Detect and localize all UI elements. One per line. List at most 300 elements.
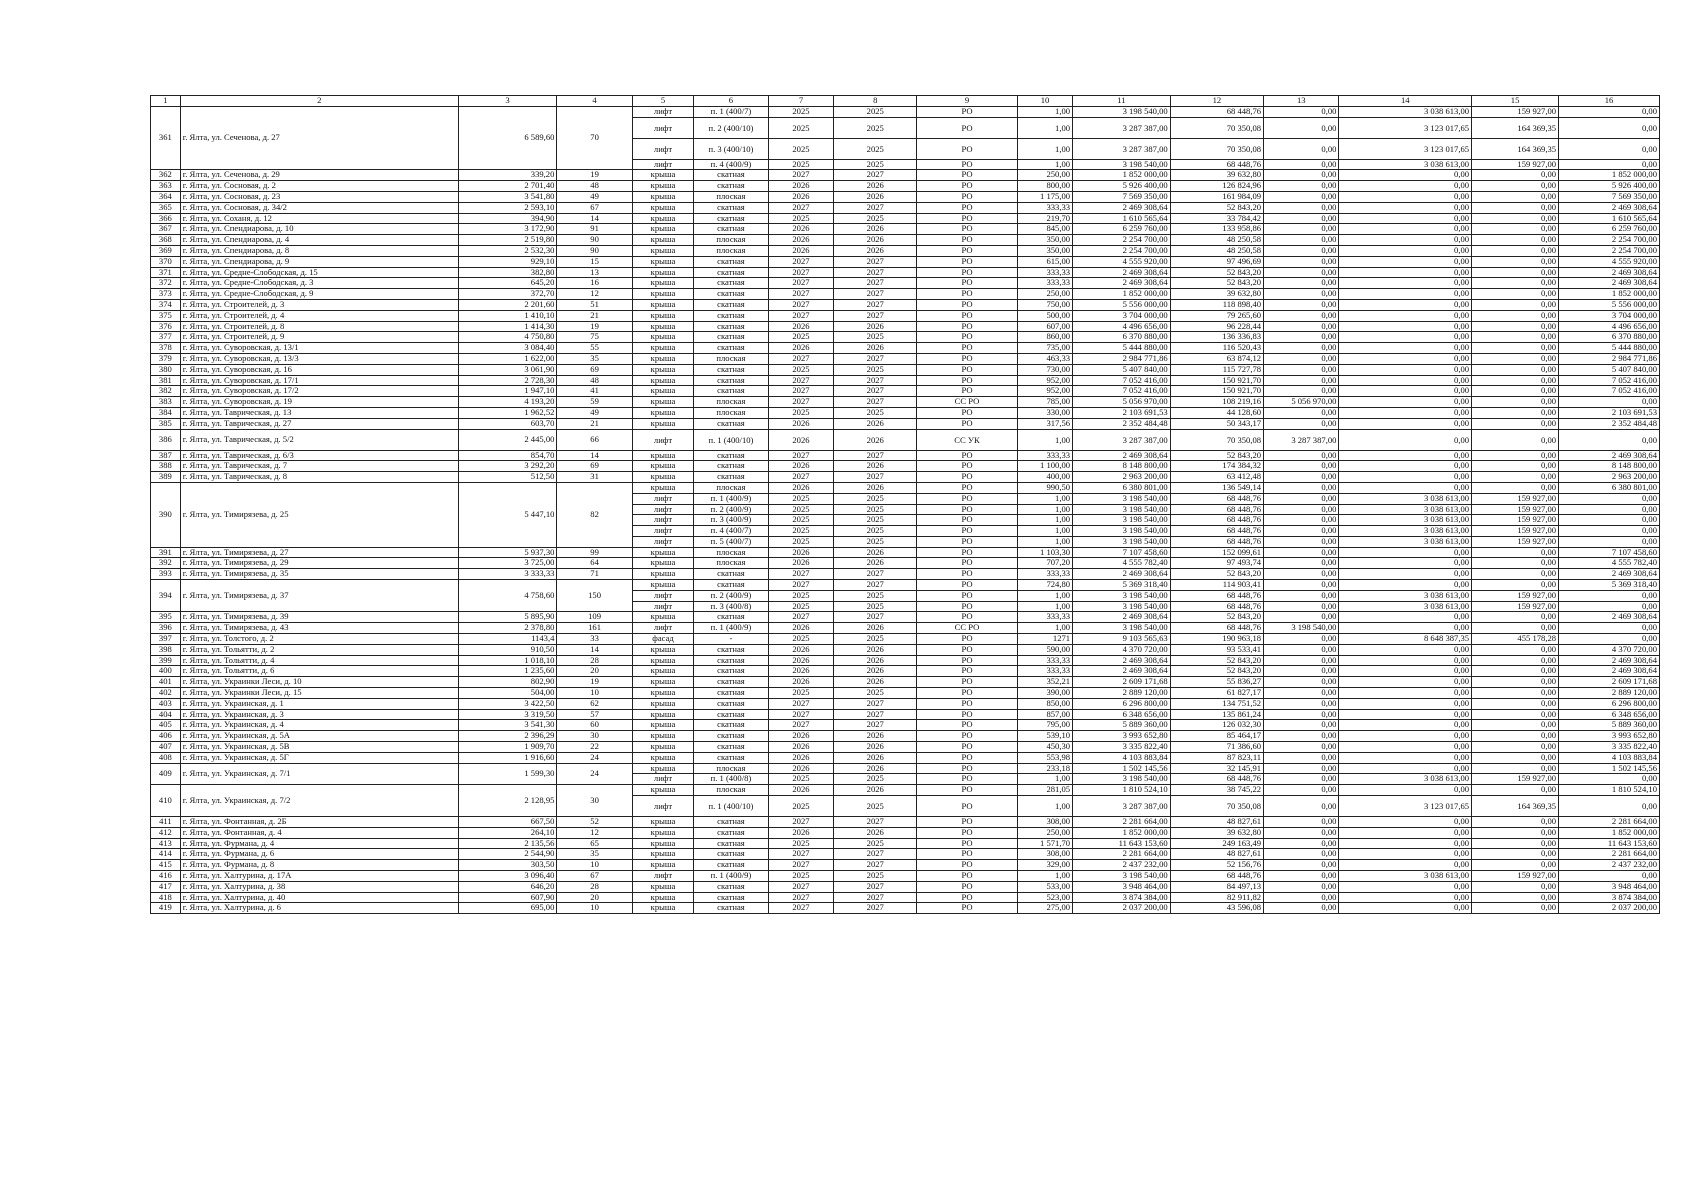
total-cost: 5 926 400,00 — [1073, 181, 1171, 192]
year-start: 2027 — [768, 903, 834, 914]
year-end: 2026 — [834, 742, 917, 753]
row-number: 398 — [151, 644, 181, 655]
table-row — [151, 892, 1660, 903]
year-end: 2027 — [834, 278, 917, 289]
fund-municipal: 0,00 — [1472, 547, 1559, 558]
work-spec: скатная — [694, 709, 768, 720]
fund-republic: 0,00 — [1339, 397, 1472, 408]
residents-count: 21 — [557, 418, 632, 429]
specific-cost: 150 921,70 — [1170, 386, 1263, 397]
fund-method: РО — [917, 364, 1018, 375]
specific-cost: 48 827,61 — [1170, 849, 1263, 860]
work-type: лифт — [632, 493, 694, 504]
house-area: 4 193,20 — [458, 397, 557, 408]
fund-republic: 0,00 — [1339, 752, 1472, 763]
work-type: крыша — [632, 202, 694, 213]
work-spec: п. 3 (400/10) — [694, 138, 768, 159]
specific-cost: 136 336,83 — [1170, 332, 1263, 343]
total-cost: 3 198 540,00 — [1073, 159, 1171, 170]
volume: 333,33 — [1017, 450, 1072, 461]
work-spec: скатная — [694, 181, 768, 192]
fund-municipal: 0,00 — [1472, 817, 1559, 828]
year-end: 2027 — [834, 580, 917, 591]
residents-count: 15 — [557, 256, 632, 267]
year-start: 2025 — [768, 774, 834, 785]
table-row — [151, 482, 1660, 493]
house-address: г. Ялта, ул. Суворовская, д. 13/3 — [180, 353, 458, 364]
row-number: 381 — [151, 375, 181, 386]
table-row — [151, 860, 1660, 871]
house-address: г. Ялта, ул. Суворовская, д. 16 — [180, 364, 458, 375]
volume: 350,00 — [1017, 235, 1072, 246]
work-spec: плоская — [694, 353, 768, 364]
row-number: 379 — [151, 353, 181, 364]
work-spec: скатная — [694, 170, 768, 181]
total-cost: 2 469 308,64 — [1073, 267, 1171, 278]
fund-municipal: 0,00 — [1472, 461, 1559, 472]
fund-regional: 5 556 000,00 — [1559, 299, 1660, 310]
house-area: 667,50 — [458, 817, 557, 828]
year-end: 2026 — [834, 547, 917, 558]
fund-republic: 3 123 017,65 — [1339, 117, 1472, 138]
fund-owner: 0,00 — [1264, 634, 1339, 645]
row-number: 397 — [151, 634, 181, 645]
year-end: 2026 — [834, 321, 917, 332]
fund-regional: 2 352 484,48 — [1559, 418, 1660, 429]
house-area: 1 916,60 — [458, 752, 557, 763]
row-number: 392 — [151, 558, 181, 569]
fund-owner: 0,00 — [1264, 117, 1339, 138]
fund-owner: 0,00 — [1264, 321, 1339, 332]
work-spec: п. 1 (400/9) — [694, 623, 768, 634]
specific-cost: 108 219,16 — [1170, 397, 1263, 408]
house-area: 5 895,90 — [458, 612, 557, 623]
fund-regional: 0,00 — [1559, 504, 1660, 515]
work-type: крыша — [632, 817, 694, 828]
work-spec: скатная — [694, 224, 768, 235]
year-end: 2026 — [834, 343, 917, 354]
fund-republic: 0,00 — [1339, 698, 1472, 709]
total-cost: 3 198 540,00 — [1073, 601, 1171, 612]
row-number: 395 — [151, 612, 181, 623]
fund-owner: 0,00 — [1264, 817, 1339, 828]
work-spec: скатная — [694, 386, 768, 397]
work-type: крыша — [632, 881, 694, 892]
house-area: 1 962,52 — [458, 407, 557, 418]
fund-republic: 0,00 — [1339, 731, 1472, 742]
fund-municipal: 0,00 — [1472, 450, 1559, 461]
year-start: 2027 — [768, 450, 834, 461]
residents-count: 28 — [557, 655, 632, 666]
specific-cost: 68 448,76 — [1170, 536, 1263, 547]
fund-owner: 0,00 — [1264, 159, 1339, 170]
specific-cost: 85 464,17 — [1170, 731, 1263, 742]
volume: 400,00 — [1017, 472, 1072, 483]
fund-owner: 0,00 — [1264, 375, 1339, 386]
fund-method: РО — [917, 181, 1018, 192]
fund-owner: 0,00 — [1264, 256, 1339, 267]
fund-municipal: 0,00 — [1472, 644, 1559, 655]
house-address: г. Ялта, ул. Сеченова, д. 27 — [180, 106, 458, 170]
work-spec: скатная — [694, 731, 768, 742]
fund-owner: 0,00 — [1264, 742, 1339, 753]
volume: 1,00 — [1017, 774, 1072, 785]
residents-count: 10 — [557, 860, 632, 871]
fund-method: РО — [917, 827, 1018, 838]
fund-method: РО — [917, 375, 1018, 386]
work-spec: п. 3 (400/9) — [694, 515, 768, 526]
work-spec: п. 1 (400/10) — [694, 429, 768, 450]
year-end: 2027 — [834, 450, 917, 461]
residents-count: 52 — [557, 817, 632, 828]
fund-municipal: 0,00 — [1472, 881, 1559, 892]
fund-municipal: 0,00 — [1472, 472, 1559, 483]
work-type: крыша — [632, 838, 694, 849]
fund-method: РО — [917, 774, 1018, 785]
table-row — [151, 838, 1660, 849]
fund-republic: 0,00 — [1339, 386, 1472, 397]
fund-republic: 0,00 — [1339, 321, 1472, 332]
work-spec: скатная — [694, 903, 768, 914]
fund-republic: 0,00 — [1339, 677, 1472, 688]
fund-method: РО — [917, 903, 1018, 914]
fund-owner: 3 287 387,00 — [1264, 429, 1339, 450]
fund-method: РО — [917, 881, 1018, 892]
fund-republic: 0,00 — [1339, 461, 1472, 472]
work-type: крыша — [632, 191, 694, 202]
specific-cost: 70 350,08 — [1170, 429, 1263, 450]
fund-regional: 6 348 656,00 — [1559, 709, 1660, 720]
work-spec: п. 4 (400/9) — [694, 159, 768, 170]
year-end: 2026 — [834, 224, 917, 235]
fund-republic: 3 038 613,00 — [1339, 515, 1472, 526]
year-start: 2026 — [768, 623, 834, 634]
year-start: 2027 — [768, 202, 834, 213]
work-type: крыша — [632, 235, 694, 246]
year-start: 2027 — [768, 267, 834, 278]
fund-republic: 0,00 — [1339, 364, 1472, 375]
fund-municipal: 0,00 — [1472, 353, 1559, 364]
table-row — [151, 191, 1660, 202]
specific-cost: 48 250,58 — [1170, 235, 1263, 246]
fund-republic: 0,00 — [1339, 418, 1472, 429]
work-type: крыша — [632, 170, 694, 181]
year-start: 2026 — [768, 785, 834, 796]
fund-method: РО — [917, 256, 1018, 267]
house-area: 303,50 — [458, 860, 557, 871]
specific-cost: 135 861,24 — [1170, 709, 1263, 720]
house-area: 1 410,10 — [458, 310, 557, 321]
fund-municipal: 0,00 — [1472, 289, 1559, 300]
volume: 539,10 — [1017, 731, 1072, 742]
total-cost: 4 555 920,00 — [1073, 256, 1171, 267]
work-type: крыша — [632, 731, 694, 742]
specific-cost: 93 533,41 — [1170, 644, 1263, 655]
year-start: 2025 — [768, 796, 834, 817]
fund-method: РО — [917, 504, 1018, 515]
fund-municipal: 0,00 — [1472, 310, 1559, 321]
fund-method: РО — [917, 536, 1018, 547]
year-start: 2027 — [768, 386, 834, 397]
volume: 350,00 — [1017, 245, 1072, 256]
house-area: 2 396,29 — [458, 731, 557, 742]
fund-regional: 7 052 416,00 — [1559, 375, 1660, 386]
fund-republic: 3 038 613,00 — [1339, 871, 1472, 882]
table-row — [151, 418, 1660, 429]
row-number: 380 — [151, 364, 181, 375]
fund-method: РО — [917, 202, 1018, 213]
table-row — [151, 397, 1660, 408]
fund-method: РО — [917, 558, 1018, 569]
house-area: 1 909,70 — [458, 742, 557, 753]
year-start: 2025 — [768, 138, 834, 159]
specific-cost: 39 632,80 — [1170, 289, 1263, 300]
volume: 1 175,00 — [1017, 191, 1072, 202]
house-area: 607,90 — [458, 892, 557, 903]
residents-count: 70 — [557, 106, 632, 170]
house-area: 4 758,60 — [458, 580, 557, 612]
house-address: г. Ялта, ул. Таврическая, д. 7 — [180, 461, 458, 472]
house-address: г. Ялта, ул. Сеченова, д. 29 — [180, 170, 458, 181]
house-area: 5 447,10 — [458, 482, 557, 547]
house-address: г. Ялта, ул. Суворовская, д. 19 — [180, 397, 458, 408]
year-start: 2026 — [768, 752, 834, 763]
specific-cost: 68 448,76 — [1170, 493, 1263, 504]
work-spec: скатная — [694, 892, 768, 903]
year-end: 2025 — [834, 601, 917, 612]
work-type: крыша — [632, 903, 694, 914]
house-address: г. Ялта, ул. Спендиарова, д. 4 — [180, 235, 458, 246]
year-start: 2027 — [768, 472, 834, 483]
volume: 333,33 — [1017, 655, 1072, 666]
year-start: 2025 — [768, 526, 834, 537]
year-end: 2027 — [834, 267, 917, 278]
year-start: 2025 — [768, 515, 834, 526]
total-cost: 2 469 308,64 — [1073, 612, 1171, 623]
year-end: 2025 — [834, 106, 917, 117]
total-cost: 3 198 540,00 — [1073, 526, 1171, 537]
residents-count: 66 — [557, 429, 632, 450]
fund-republic: 0,00 — [1339, 375, 1472, 386]
year-end: 2025 — [834, 504, 917, 515]
work-spec: п. 1 (400/10) — [694, 796, 768, 817]
row-number: 372 — [151, 278, 181, 289]
column-header-3: 3 — [458, 96, 557, 107]
volume: 333,33 — [1017, 202, 1072, 213]
fund-municipal: 0,00 — [1472, 235, 1559, 246]
house-area: 2 135,56 — [458, 838, 557, 849]
fund-method: РО — [917, 688, 1018, 699]
table-row — [151, 817, 1660, 828]
total-cost: 2 963 200,00 — [1073, 472, 1171, 483]
specific-cost: 82 911,82 — [1170, 892, 1263, 903]
house-area: 2 128,95 — [458, 785, 557, 817]
year-end: 2025 — [834, 688, 917, 699]
volume: 860,00 — [1017, 332, 1072, 343]
year-end: 2027 — [834, 817, 917, 828]
fund-republic: 0,00 — [1339, 224, 1472, 235]
year-start: 2025 — [768, 590, 834, 601]
work-type: крыша — [632, 827, 694, 838]
specific-cost: 48 827,61 — [1170, 817, 1263, 828]
house-area: 2 701,40 — [458, 181, 557, 192]
fund-municipal: 164 369,35 — [1472, 796, 1559, 817]
fund-municipal: 0,00 — [1472, 170, 1559, 181]
table-row — [151, 871, 1660, 882]
fund-owner: 0,00 — [1264, 267, 1339, 278]
volume: 1,00 — [1017, 106, 1072, 117]
year-start: 2027 — [768, 278, 834, 289]
house-address: г. Ялта, ул. Тимирязева, д. 43 — [180, 623, 458, 634]
specific-cost: 84 497,13 — [1170, 881, 1263, 892]
fund-owner: 0,00 — [1264, 191, 1339, 202]
fund-method: РО — [917, 353, 1018, 364]
row-number: 415 — [151, 860, 181, 871]
specific-cost: 33 784,42 — [1170, 213, 1263, 224]
table-row — [151, 321, 1660, 332]
work-type: крыша — [632, 353, 694, 364]
house-area: 504,00 — [458, 688, 557, 699]
house-address: г. Ялта, ул. Средне-Слободская, д. 3 — [180, 278, 458, 289]
volume: 1 103,30 — [1017, 547, 1072, 558]
row-number: 396 — [151, 623, 181, 634]
work-type: крыша — [632, 644, 694, 655]
work-type: лифт — [632, 871, 694, 882]
fund-municipal: 0,00 — [1472, 763, 1559, 774]
work-type: крыша — [632, 752, 694, 763]
volume: 1,00 — [1017, 796, 1072, 817]
year-start: 2026 — [768, 731, 834, 742]
work-spec: плоская — [694, 191, 768, 202]
table-row — [151, 364, 1660, 375]
fund-method: РО — [917, 289, 1018, 300]
house-address: г. Ялта, ул. Строителей, д. 3 — [180, 299, 458, 310]
specific-cost: 70 350,08 — [1170, 138, 1263, 159]
residents-count: 35 — [557, 353, 632, 364]
fund-municipal: 0,00 — [1472, 397, 1559, 408]
year-end: 2027 — [834, 353, 917, 364]
total-cost: 3 198 540,00 — [1073, 493, 1171, 504]
house-address: г. Ялта, ул. Суворовская, д. 17/2 — [180, 386, 458, 397]
house-area: 264,10 — [458, 827, 557, 838]
fund-method: РО — [917, 742, 1018, 753]
fund-regional: 2 469 308,64 — [1559, 666, 1660, 677]
house-area: 929,10 — [458, 256, 557, 267]
table-row — [151, 472, 1660, 483]
year-end: 2027 — [834, 612, 917, 623]
work-type: лифт — [632, 504, 694, 515]
total-cost: 7 052 416,00 — [1073, 386, 1171, 397]
fund-municipal: 0,00 — [1472, 332, 1559, 343]
fund-regional: 4 555 782,40 — [1559, 558, 1660, 569]
house-area: 1 414,30 — [458, 321, 557, 332]
year-end: 2027 — [834, 569, 917, 580]
fund-regional: 1 610 565,64 — [1559, 213, 1660, 224]
fund-regional: 4 555 920,00 — [1559, 256, 1660, 267]
volume: 845,00 — [1017, 224, 1072, 235]
table-row — [151, 731, 1660, 742]
row-number: 419 — [151, 903, 181, 914]
fund-municipal: 0,00 — [1472, 742, 1559, 753]
house-address: г. Ялта, ул. Сосновая, д. 2 — [180, 181, 458, 192]
house-area: 1 947,10 — [458, 386, 557, 397]
work-type: лифт — [632, 601, 694, 612]
fund-method: РО — [917, 849, 1018, 860]
row-number: 394 — [151, 580, 181, 612]
work-spec: скатная — [694, 289, 768, 300]
fund-regional: 1 852 000,00 — [1559, 827, 1660, 838]
specific-cost: 68 448,76 — [1170, 601, 1263, 612]
fund-owner: 0,00 — [1264, 235, 1339, 246]
fund-municipal: 0,00 — [1472, 838, 1559, 849]
fund-owner: 0,00 — [1264, 461, 1339, 472]
fund-republic: 0,00 — [1339, 482, 1472, 493]
work-spec: скатная — [694, 364, 768, 375]
fund-regional: 0,00 — [1559, 106, 1660, 117]
fund-municipal: 0,00 — [1472, 698, 1559, 709]
work-type: крыша — [632, 860, 694, 871]
fund-republic: 3 038 613,00 — [1339, 493, 1472, 504]
fund-owner: 0,00 — [1264, 796, 1339, 817]
column-header-5: 5 — [632, 96, 694, 107]
fund-owner: 0,00 — [1264, 138, 1339, 159]
work-spec: скатная — [694, 817, 768, 828]
specific-cost: 152 099,61 — [1170, 547, 1263, 558]
row-number: 373 — [151, 289, 181, 300]
fund-regional: 3 993 652,80 — [1559, 731, 1660, 742]
house-area: 2 532,30 — [458, 245, 557, 256]
fund-method: РО — [917, 106, 1018, 117]
fund-republic: 0,00 — [1339, 202, 1472, 213]
residents-count: 28 — [557, 881, 632, 892]
fund-owner: 0,00 — [1264, 289, 1339, 300]
table-row — [151, 353, 1660, 364]
fund-method: РО — [917, 482, 1018, 493]
total-cost: 3 874 384,00 — [1073, 892, 1171, 903]
fund-method: РО — [917, 117, 1018, 138]
table-row — [151, 245, 1660, 256]
residents-count: 14 — [557, 213, 632, 224]
specific-cost: 50 343,17 — [1170, 418, 1263, 429]
fund-method: РО — [917, 752, 1018, 763]
total-cost: 4 555 782,40 — [1073, 558, 1171, 569]
table-row — [151, 655, 1660, 666]
volume: 1,00 — [1017, 159, 1072, 170]
fund-regional: 7 052 416,00 — [1559, 386, 1660, 397]
total-cost: 6 380 801,00 — [1073, 482, 1171, 493]
year-start: 2026 — [768, 558, 834, 569]
fund-regional: 0,00 — [1559, 429, 1660, 450]
fund-republic: 0,00 — [1339, 343, 1472, 354]
fund-municipal: 159 927,00 — [1472, 159, 1559, 170]
fund-owner: 0,00 — [1264, 601, 1339, 612]
table-row — [151, 267, 1660, 278]
fund-municipal: 0,00 — [1472, 386, 1559, 397]
work-spec: плоская — [694, 235, 768, 246]
volume: 317,56 — [1017, 418, 1072, 429]
fund-municipal: 0,00 — [1472, 849, 1559, 860]
house-area: 3 541,80 — [458, 191, 557, 202]
residents-count: 24 — [557, 763, 632, 785]
house-address: г. Ялта, ул. Тимирязева, д. 35 — [180, 569, 458, 580]
row-number: 390 — [151, 482, 181, 547]
fund-municipal: 0,00 — [1472, 558, 1559, 569]
house-address: г. Ялта, ул. Соханя, д. 12 — [180, 213, 458, 224]
column-header-10: 10 — [1017, 96, 1072, 107]
specific-cost: 55 836,27 — [1170, 677, 1263, 688]
work-type: крыша — [632, 698, 694, 709]
house-area: 2 201,60 — [458, 299, 557, 310]
